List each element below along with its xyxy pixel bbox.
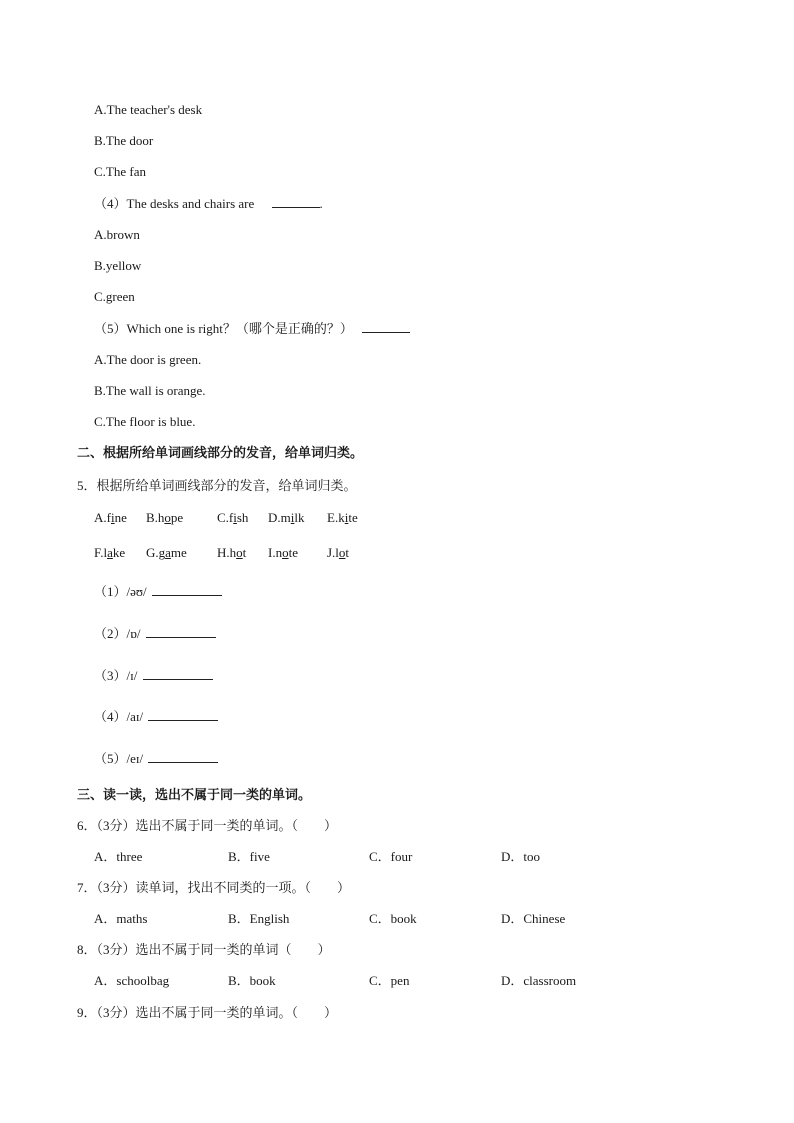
- sound-row-1: [94, 583, 222, 601]
- sound-label-2: （2）/ɒ/: [94, 626, 141, 641]
- sound-label-1: （1）/əʊ/: [94, 584, 147, 599]
- question-9-stem: 9．（3分）选出不属于同一类的单词。（ ）: [77, 1005, 338, 1020]
- q6-option-c: C．four: [369, 849, 413, 864]
- sound-row-5: [94, 750, 218, 768]
- sound-blank-5: [148, 750, 218, 763]
- q8-option-b: B．book: [228, 973, 276, 988]
- q3-option-b: B.The door: [94, 133, 154, 148]
- section2-heading: 二、根据所给单词画线部分的发音，给单词归类。: [77, 445, 364, 460]
- q8-option-a: A．schoolbag: [94, 973, 170, 988]
- word-h: H.hot: [217, 545, 247, 560]
- sound-label-4: （4）/aɪ/: [94, 709, 144, 724]
- q5-answer-blank: [362, 320, 410, 333]
- sound-blank-4: [148, 708, 218, 721]
- q8-option-d: D．classroom: [501, 973, 577, 988]
- q4-option-c: C.green: [94, 289, 135, 304]
- word-e: E.kite: [327, 510, 358, 525]
- q6-option-a: A．three: [94, 849, 143, 864]
- question-5-stem: 5．根据所给单词画线部分的发音，给单词归类。: [77, 478, 357, 493]
- q6-option-d: D．too: [501, 849, 541, 864]
- sound-blank-2: [146, 625, 216, 638]
- q5-stem: [94, 320, 410, 338]
- sound-label-3: （3）/ɪ/: [94, 668, 138, 683]
- q5-stem-text: （5）Which one is right？（哪个是正确的？）: [94, 321, 353, 336]
- word-i: I.note: [268, 545, 298, 560]
- q4-stem-tail: .: [319, 196, 323, 211]
- word-d: D.milk: [268, 510, 305, 525]
- sound-blank-3: [143, 667, 213, 680]
- word-b: B.hope: [146, 510, 184, 525]
- q4-stem: [94, 195, 323, 213]
- q6-option-b: B．five: [228, 849, 270, 864]
- q4-answer-blank: [272, 195, 320, 208]
- q7-option-a: A．maths: [94, 911, 148, 926]
- section3-heading: 三、读一读，选出不属于同一类的单词。: [77, 787, 312, 802]
- sound-row-2: [94, 625, 216, 643]
- q4-stem-text: （4）The desks and chairs are: [94, 196, 255, 211]
- q5-option-a: A.The door is green.: [94, 352, 202, 367]
- q5-option-b: B.The wall is orange.: [94, 383, 206, 398]
- q7-option-b: B．English: [228, 911, 290, 926]
- word-j: J.lot: [327, 545, 350, 560]
- q7-option-d: D．Chinese: [501, 911, 566, 926]
- q4-option-b: B.yellow: [94, 258, 142, 273]
- word-a: A.fine: [94, 510, 127, 525]
- q4-option-a: A.brown: [94, 227, 140, 242]
- question-6-stem: 6．（3分）选出不属于同一类的单词。（ ）: [77, 818, 338, 833]
- question-7-stem: 7．（3分）读单词，找出不同类的一项。（ ）: [77, 880, 351, 895]
- q3-option-a: A.The teacher's desk: [94, 102, 203, 117]
- question-8-stem: 8．（3分）选出不属于同一类的单词（ ）: [77, 942, 331, 957]
- word-f: F.lake: [94, 545, 126, 560]
- sound-label-5: （5）/eɪ/: [94, 751, 144, 766]
- q5-option-c: C.The floor is blue.: [94, 414, 196, 429]
- word-c: C.fish: [217, 510, 249, 525]
- q7-option-c: C．book: [369, 911, 417, 926]
- sound-row-4: [94, 708, 218, 726]
- q8-option-c: C．pen: [369, 973, 410, 988]
- sound-row-3: [94, 667, 213, 685]
- q3-option-c: C.The fan: [94, 164, 146, 179]
- sound-blank-1: [152, 583, 222, 596]
- word-g: G.game: [146, 545, 187, 560]
